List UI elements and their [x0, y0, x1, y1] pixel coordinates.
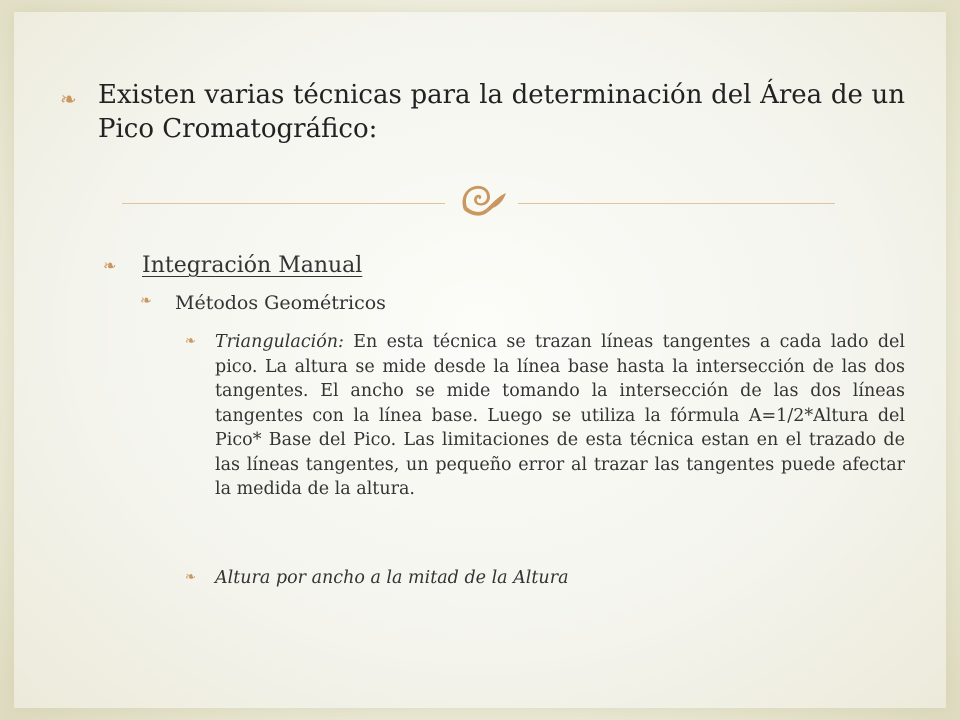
leaf-bullet-icon: ❧ [185, 570, 193, 585]
leaf-bullet-icon: ❧ [185, 334, 193, 349]
leaf-bullet-icon: ❧ [140, 293, 149, 309]
slide-title: Existen varias técnicas para la determinación del Área de un Pico Cromatográfico: [98, 80, 905, 144]
title-bullet-item [60, 78, 905, 146]
list-item-level3 [185, 566, 905, 591]
fleuron-ornament-icon [446, 176, 518, 224]
list-item-lead: Triangulación: [215, 332, 344, 352]
list-item-paragraph [215, 566, 905, 591]
list-item-lead: Altura por ancho a la mitad de la Altura [215, 568, 569, 588]
divider-line-left [122, 203, 445, 204]
list-item-label: Integración Manual [142, 253, 363, 278]
list-item-body: En esta técnica se trazan líneas tangentes a cada lado del pico. La altura se mide desde la línea base hasta la intersección de las dos tangentes. El ancho se mide tomando la intersección de las dos líneas tangentes con la línea base. Luego se utiliza la fórmula A=1/2*Altura del Pico* Base del Pico. Las limitaciones de esta técnica estan en el trazado de las líneas tangentes, un pequeño error al trazar las tangentes puede afectar la medida de la altura. [215, 332, 905, 499]
list-item-label: Métodos Geométricos [175, 292, 386, 314]
divider-line-right [518, 203, 835, 204]
leaf-bullet-icon: ❧ [103, 256, 113, 275]
leaf-bullet-icon: ❧ [60, 87, 72, 111]
list-item-paragraph [215, 330, 905, 502]
list-item-level3 [185, 330, 905, 502]
